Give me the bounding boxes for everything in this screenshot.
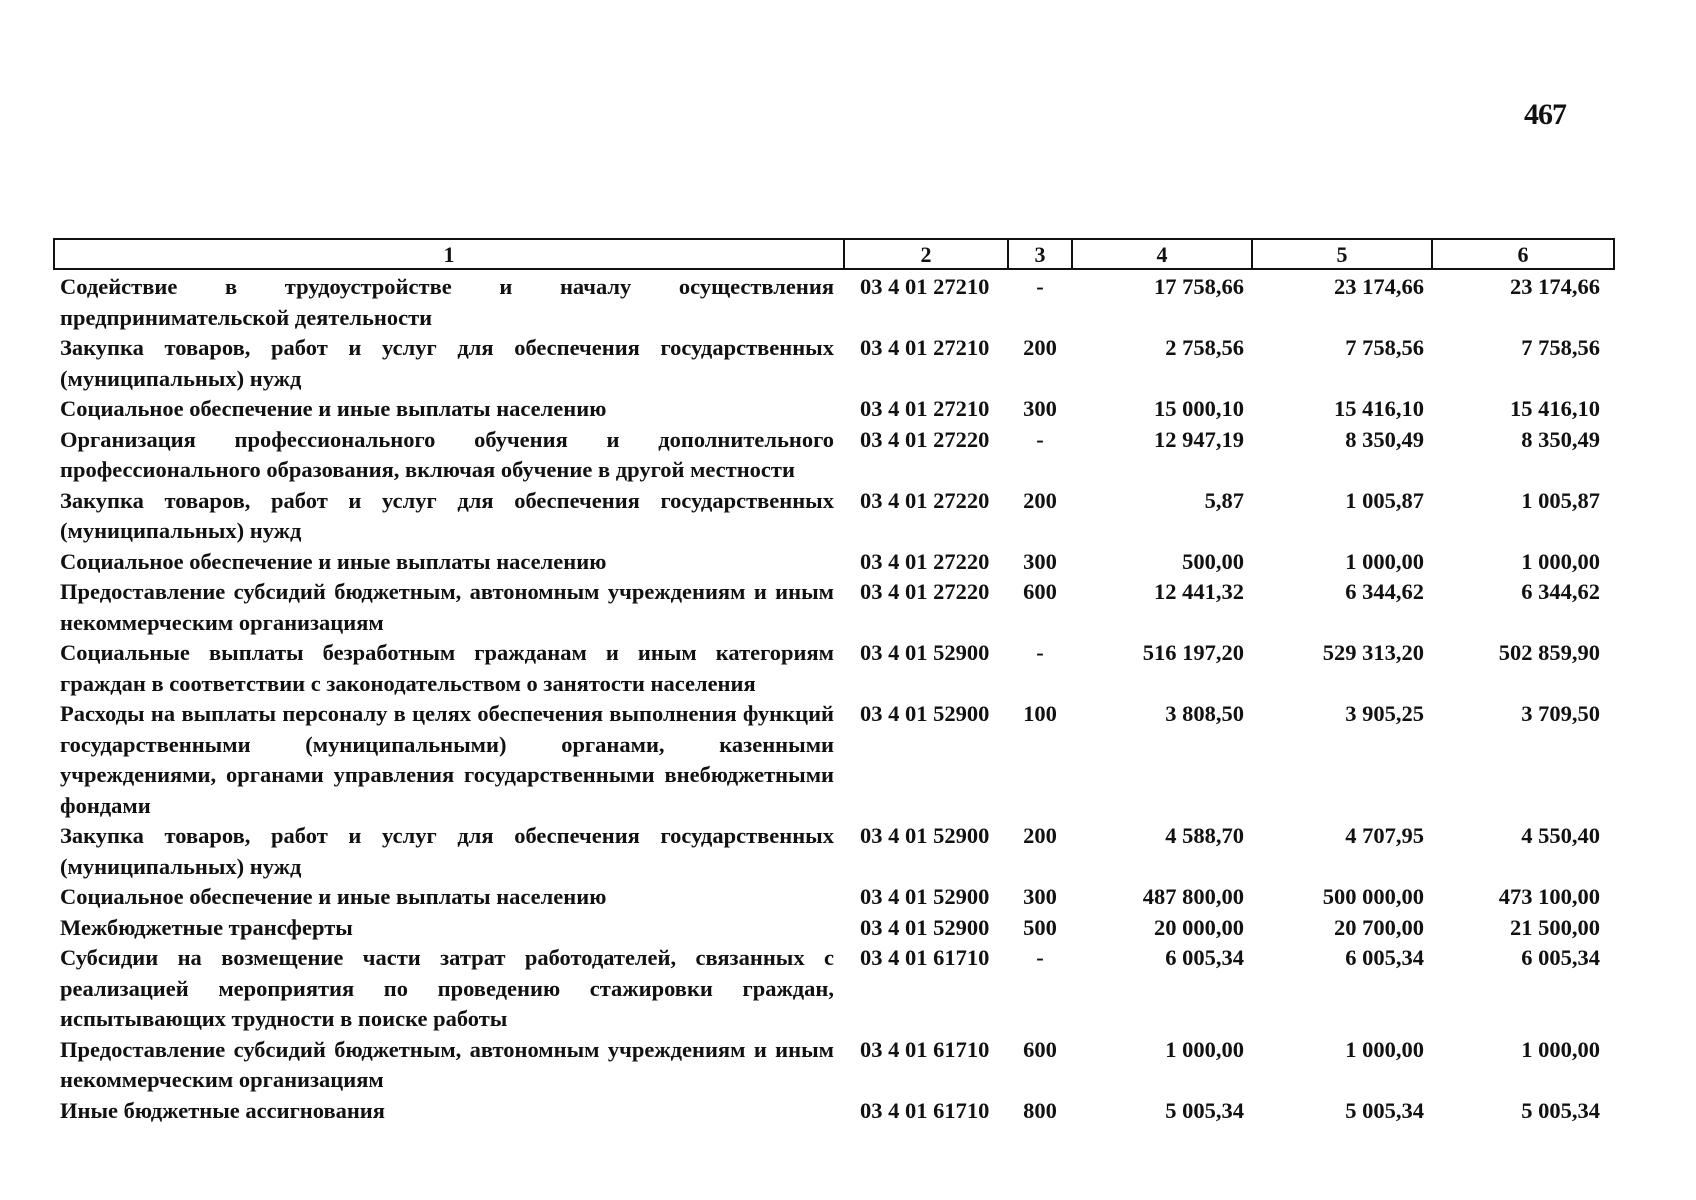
row-value-col-5-cell: 1 000,00 bbox=[1345, 548, 1424, 574]
row-code-cell: 03 4 01 61710 bbox=[860, 1097, 990, 1123]
page-number: 467 bbox=[1524, 98, 1566, 131]
row-value-col-6-cell: 6 005,34 bbox=[1521, 945, 1600, 970]
row-name-cell: Социальное обеспечение и иные выплаты населению bbox=[60, 396, 607, 421]
table-row bbox=[54, 1096, 1614, 1127]
header-col-5: 5 bbox=[1252, 239, 1432, 269]
table-row bbox=[54, 547, 1614, 578]
row-value-col-4-cell: 15 000,10 bbox=[1154, 396, 1244, 421]
row-code-cell: 03 4 01 27210 bbox=[860, 274, 990, 299]
row-expense-type-cell: 100 bbox=[1023, 701, 1057, 726]
row-value-col-5-cell: 1 000,00 bbox=[1345, 1036, 1424, 1062]
header-col-2: 2 bbox=[844, 239, 1008, 269]
row-name-cell: Субсидии на возмещение части затрат работодателей, связанных с реализацией мероприятия по проведению стажировки граждан, испытывающих трудности в поиске работы bbox=[60, 945, 834, 1031]
table-row bbox=[54, 913, 1614, 944]
header-col-1: 1 bbox=[54, 239, 844, 269]
table-body bbox=[54, 269, 1614, 1126]
row-name-cell: Закупка товаров, работ и услуг для обеспечения государственных (муниципальных) нужд bbox=[60, 487, 834, 543]
row-value-col-4-cell: 6 005,34 bbox=[1165, 945, 1244, 970]
table-row bbox=[54, 882, 1614, 913]
row-expense-type-cell: - bbox=[1036, 640, 1044, 665]
row-value-col-5-cell: 3 905,25 bbox=[1345, 701, 1424, 726]
row-name-cell: Межбюджетные трансферты bbox=[60, 914, 353, 940]
row-value-col-5-cell: 20 700,00 bbox=[1334, 914, 1424, 940]
row-value-col-6-cell: 7 758,56 bbox=[1521, 335, 1600, 360]
row-expense-type-cell: 300 bbox=[1023, 884, 1057, 909]
row-expense-type-cell: 200 bbox=[1023, 823, 1057, 848]
row-value-col-6-cell: 1 000,00 bbox=[1521, 548, 1600, 574]
row-value-col-4-cell: 516 197,20 bbox=[1142, 640, 1244, 665]
row-value-col-5-cell: 529 313,20 bbox=[1322, 640, 1424, 665]
row-value-col-5-cell: 4 707,95 bbox=[1345, 823, 1424, 848]
row-name-cell: Содействие в трудоустройстве и началу осуществления предпринимательской деятельности bbox=[60, 274, 834, 330]
row-name-cell: Закупка товаров, работ и услуг для обеспечения государственных (муниципальных) нужд bbox=[60, 823, 834, 879]
row-value-col-4-cell: 12 947,19 bbox=[1154, 426, 1244, 452]
row-name-cell: Закупка товаров, работ и услуг для обеспечения государственных (муниципальных) нужд bbox=[60, 335, 834, 391]
row-expense-type-cell: 600 bbox=[1023, 579, 1057, 604]
row-name-cell: Социальные выплаты безработным гражданам и иным категориям граждан в соответствии с законодательством о занятости населения bbox=[60, 640, 834, 696]
row-value-col-6-cell: 1 000,00 bbox=[1521, 1036, 1600, 1062]
row-name-cell: Иные бюджетные ассигнования bbox=[60, 1097, 385, 1123]
budget-table bbox=[53, 238, 1615, 1126]
row-value-col-4-cell: 1 000,00 bbox=[1165, 1036, 1244, 1062]
row-value-col-4-cell: 500,00 bbox=[1182, 548, 1244, 574]
row-value-col-6-cell: 502 859,90 bbox=[1498, 640, 1600, 665]
table-row bbox=[54, 486, 1614, 547]
table-row bbox=[54, 699, 1614, 821]
row-value-col-5-cell: 7 758,56 bbox=[1345, 335, 1424, 360]
row-code-cell: 03 4 01 52900 bbox=[860, 701, 990, 726]
row-code-cell: 03 4 01 27220 bbox=[860, 487, 990, 513]
table-row bbox=[54, 943, 1614, 1035]
row-value-col-6-cell: 1 005,87 bbox=[1521, 487, 1600, 513]
row-code-cell: 03 4 01 27220 bbox=[860, 579, 990, 604]
row-value-col-4-cell: 4 588,70 bbox=[1165, 823, 1244, 848]
row-value-col-4-cell: 17 758,66 bbox=[1154, 274, 1244, 299]
row-expense-type-cell: 200 bbox=[1023, 335, 1057, 360]
row-name-cell: Социальное обеспечение и иные выплаты населению bbox=[60, 884, 607, 909]
header-row bbox=[54, 239, 1614, 269]
row-name-cell: Организация профессионального обучения и дополнительного профессионального образования, включая обучение в другой местности bbox=[60, 426, 834, 482]
row-value-col-6-cell: 473 100,00 bbox=[1498, 884, 1600, 909]
table-row bbox=[54, 269, 1614, 333]
row-code-cell: 03 4 01 52900 bbox=[860, 914, 990, 940]
row-value-col-6-cell: 3 709,50 bbox=[1521, 701, 1600, 726]
row-expense-type-cell: 300 bbox=[1023, 548, 1057, 574]
row-expense-type-cell: 200 bbox=[1023, 487, 1057, 513]
row-value-col-5-cell: 1 005,87 bbox=[1345, 487, 1424, 513]
row-code-cell: 03 4 01 61710 bbox=[860, 945, 990, 970]
row-code-cell: 03 4 01 52900 bbox=[860, 884, 990, 909]
row-value-col-6-cell: 5 005,34 bbox=[1521, 1097, 1600, 1123]
row-name-cell: Предоставление субсидий бюджетным, автономным учреждениям и иным некоммерческим организациям bbox=[60, 579, 834, 635]
row-name-cell: Социальное обеспечение и иные выплаты населению bbox=[60, 548, 607, 574]
table-row bbox=[54, 394, 1614, 425]
row-expense-type-cell: - bbox=[1036, 426, 1044, 452]
row-name-cell: Предоставление субсидий бюджетным, автономным учреждениям и иным некоммерческим организациям bbox=[60, 1036, 834, 1092]
row-value-col-4-cell: 3 808,50 bbox=[1165, 701, 1244, 726]
row-name-cell: Расходы на выплаты персоналу в целях обеспечения выполнения функций государственными (муниципальными) органами, казенными учреждениями, органами управления государственными внебюджетными фондами bbox=[60, 701, 834, 818]
row-value-col-6-cell: 23 174,66 bbox=[1510, 274, 1600, 299]
row-expense-type-cell: - bbox=[1036, 945, 1044, 970]
table-header bbox=[54, 239, 1614, 269]
table-row bbox=[54, 821, 1614, 882]
table-row bbox=[54, 425, 1614, 486]
row-value-col-5-cell: 8 350,49 bbox=[1345, 426, 1424, 452]
header-col-3: 3 bbox=[1008, 239, 1072, 269]
row-value-col-5-cell: 6 005,34 bbox=[1345, 945, 1424, 970]
row-value-col-4-cell: 2 758,56 bbox=[1165, 335, 1244, 360]
row-code-cell: 03 4 01 27210 bbox=[860, 396, 990, 421]
row-value-col-4-cell: 20 000,00 bbox=[1154, 914, 1244, 940]
row-code-cell: 03 4 01 27210 bbox=[860, 335, 990, 360]
row-expense-type-cell: 300 bbox=[1023, 396, 1057, 421]
row-value-col-5-cell: 15 416,10 bbox=[1334, 396, 1424, 421]
row-value-col-5-cell: 5 005,34 bbox=[1345, 1097, 1424, 1123]
header-col-6: 6 bbox=[1432, 239, 1614, 269]
row-value-col-4-cell: 5,87 bbox=[1204, 487, 1244, 513]
row-value-col-5-cell: 6 344,62 bbox=[1345, 579, 1424, 604]
table-row bbox=[54, 638, 1614, 699]
row-code-cell: 03 4 01 52900 bbox=[860, 823, 990, 848]
header-col-4: 4 bbox=[1072, 239, 1252, 269]
row-value-col-6-cell: 15 416,10 bbox=[1510, 396, 1600, 421]
row-code-cell: 03 4 01 27220 bbox=[860, 548, 990, 574]
table-row bbox=[54, 333, 1614, 394]
row-expense-type-cell: 600 bbox=[1023, 1036, 1057, 1062]
row-code-cell: 03 4 01 61710 bbox=[860, 1036, 990, 1062]
row-code-cell: 03 4 01 27220 bbox=[860, 426, 990, 452]
row-value-col-4-cell: 487 800,00 bbox=[1142, 884, 1244, 909]
row-value-col-5-cell: 500 000,00 bbox=[1322, 884, 1424, 909]
row-value-col-6-cell: 21 500,00 bbox=[1510, 914, 1600, 940]
row-expense-type-cell: 800 bbox=[1023, 1097, 1057, 1123]
table-row bbox=[54, 1035, 1614, 1096]
row-value-col-6-cell: 8 350,49 bbox=[1521, 426, 1600, 452]
row-value-col-6-cell: 4 550,40 bbox=[1521, 823, 1600, 848]
table-row bbox=[54, 577, 1614, 638]
row-expense-type-cell: - bbox=[1036, 274, 1044, 299]
row-value-col-4-cell: 12 441,32 bbox=[1154, 579, 1244, 604]
row-code-cell: 03 4 01 52900 bbox=[860, 640, 990, 665]
row-expense-type-cell: 500 bbox=[1023, 914, 1057, 940]
row-value-col-4-cell: 5 005,34 bbox=[1165, 1097, 1244, 1123]
row-value-col-5-cell: 23 174,66 bbox=[1334, 274, 1424, 299]
row-value-col-6-cell: 6 344,62 bbox=[1521, 579, 1600, 604]
